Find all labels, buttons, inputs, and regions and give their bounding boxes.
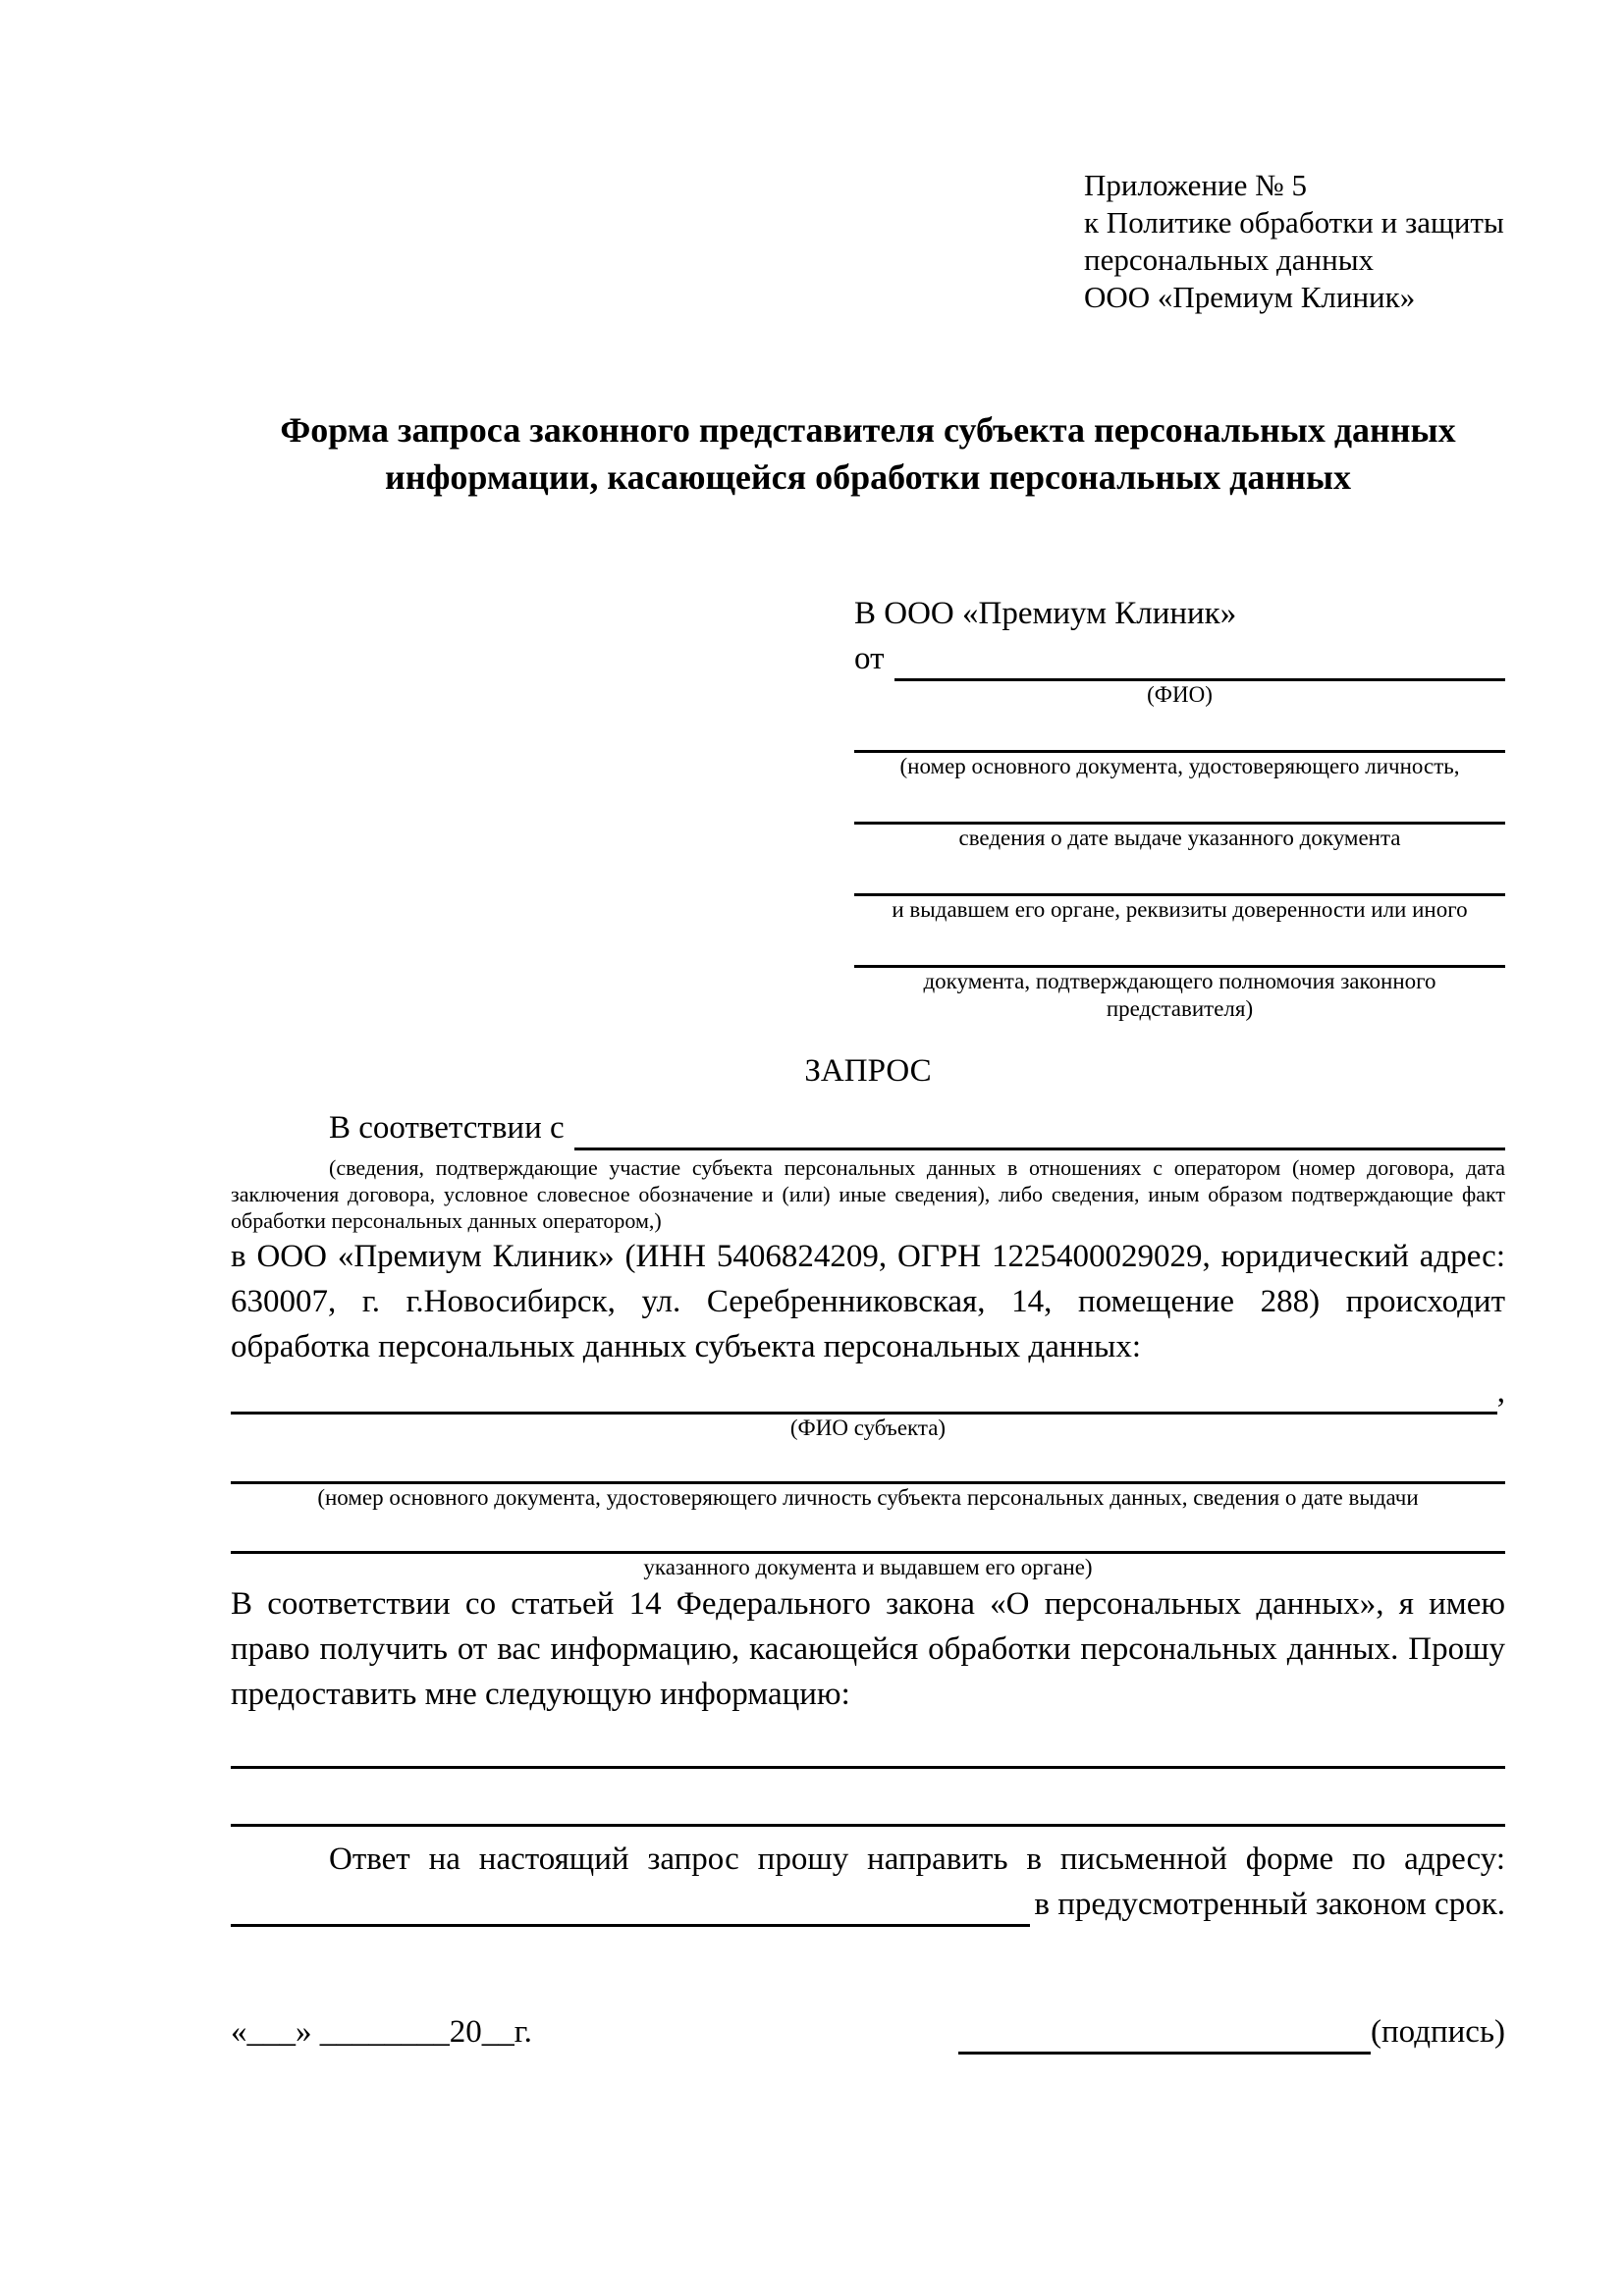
subject-doc-caption: (номер основного документа, удостоверяющего личность субъекта персональных данных, сведения о дате выдачи bbox=[317, 1485, 1419, 1510]
request-heading: ЗАПРОС bbox=[804, 1053, 932, 1089]
addressee-block bbox=[854, 591, 1505, 1023]
representative-doc-caption: и выдавшем его органе, реквизиты доверенности или иного bbox=[892, 897, 1468, 922]
intro-row bbox=[231, 1105, 1505, 1150]
representative-doc-line bbox=[854, 852, 1505, 896]
reply-address-line bbox=[231, 1924, 1030, 1927]
signature-caption: (подпись) bbox=[1371, 2014, 1505, 2050]
signature-group bbox=[958, 2009, 1505, 2055]
operator-paragraph: в ООО «Премиум Клиник» (ИНН 5406824209, ОГРН 1225400029029, юридический адрес: 630007, г. г.Новосибирск, ул. Серебренниковская, 14, помещение 288) происходит обработка персональных данных субъекта персональных данных: bbox=[231, 1239, 1505, 1364]
representative-doc-line bbox=[854, 709, 1505, 753]
page-title bbox=[231, 406, 1505, 501]
subject-fio-line bbox=[231, 1388, 1497, 1415]
appendix-line: к Политике обработки и защиты bbox=[1084, 205, 1504, 240]
reply-tail: в предусмотренный законом срок. bbox=[1034, 1887, 1505, 1922]
fio-caption: (ФИО) bbox=[1147, 682, 1213, 707]
intro-label: В соответствии с bbox=[329, 1110, 565, 1146]
reply-paragraph: Ответ на настоящий запрос прошу направить в письменной форме по адресу: bbox=[329, 1842, 1505, 1877]
representative-doc-caption: (номер основного документа, удостоверяющего личность, bbox=[899, 754, 1460, 778]
subject-fio-caption: (ФИО субъекта) bbox=[789, 1415, 947, 1440]
signature-line bbox=[958, 2018, 1371, 2055]
footer-row bbox=[231, 2009, 1505, 2055]
blank-info-line bbox=[231, 1746, 1505, 1769]
appendix-line: Приложение № 5 bbox=[1084, 168, 1307, 202]
representative-doc-caption: сведения о дате выдаче указанного документа bbox=[958, 826, 1401, 850]
appendix-block bbox=[1084, 167, 1505, 316]
small-print-note: (сведения, подтверждающие участие субъекта персональных данных в отношениях с оператором (номер договора, дата заключения договора, условное словесное обозначение и (или) иные сведения), либо сведения, иным образом подтверждающие факт обработки персональных данных оператором,) bbox=[231, 1155, 1505, 1233]
representative-doc-line bbox=[854, 924, 1505, 968]
from-label: от bbox=[854, 641, 885, 676]
representative-doc-line bbox=[854, 780, 1505, 825]
blank-info-line bbox=[231, 1804, 1505, 1827]
page-title-line: информации, касающейся обработки персональных данных bbox=[385, 457, 1351, 497]
subject-fio-comma: , bbox=[1496, 1374, 1505, 1410]
appendix-line: персональных данных bbox=[1084, 242, 1375, 277]
date-field: «___» ________20__г. bbox=[231, 2014, 532, 2050]
subject-doc-line bbox=[231, 1458, 1505, 1484]
subject-doc-line bbox=[231, 1527, 1505, 1554]
from-row bbox=[854, 636, 1505, 681]
appendix-line: ООО «Премиум Клиник» bbox=[1084, 280, 1416, 314]
law-paragraph: В соответствии со статьей 14 Федерального закона «О персональных данных», я имею право получить от вас информацию, касающейся обработки персональных данных. Прошу предоставить мне следующую информацию: bbox=[231, 1586, 1505, 1712]
subject-doc-caption: указанного документа и выдавшем его органе) bbox=[643, 1555, 1093, 1579]
representative-doc-caption: документа, подтверждающего полномочия законного представителя) bbox=[923, 969, 1436, 1021]
subject-fio-row bbox=[231, 1369, 1505, 1415]
page-title-line: Форма запроса законного представителя субъекта персональных данных bbox=[280, 410, 1456, 450]
addressee-to: В ООО «Премиум Клиник» bbox=[854, 596, 1237, 631]
intro-fill-line bbox=[574, 1148, 1505, 1150]
reply-address-row bbox=[231, 1882, 1505, 1927]
